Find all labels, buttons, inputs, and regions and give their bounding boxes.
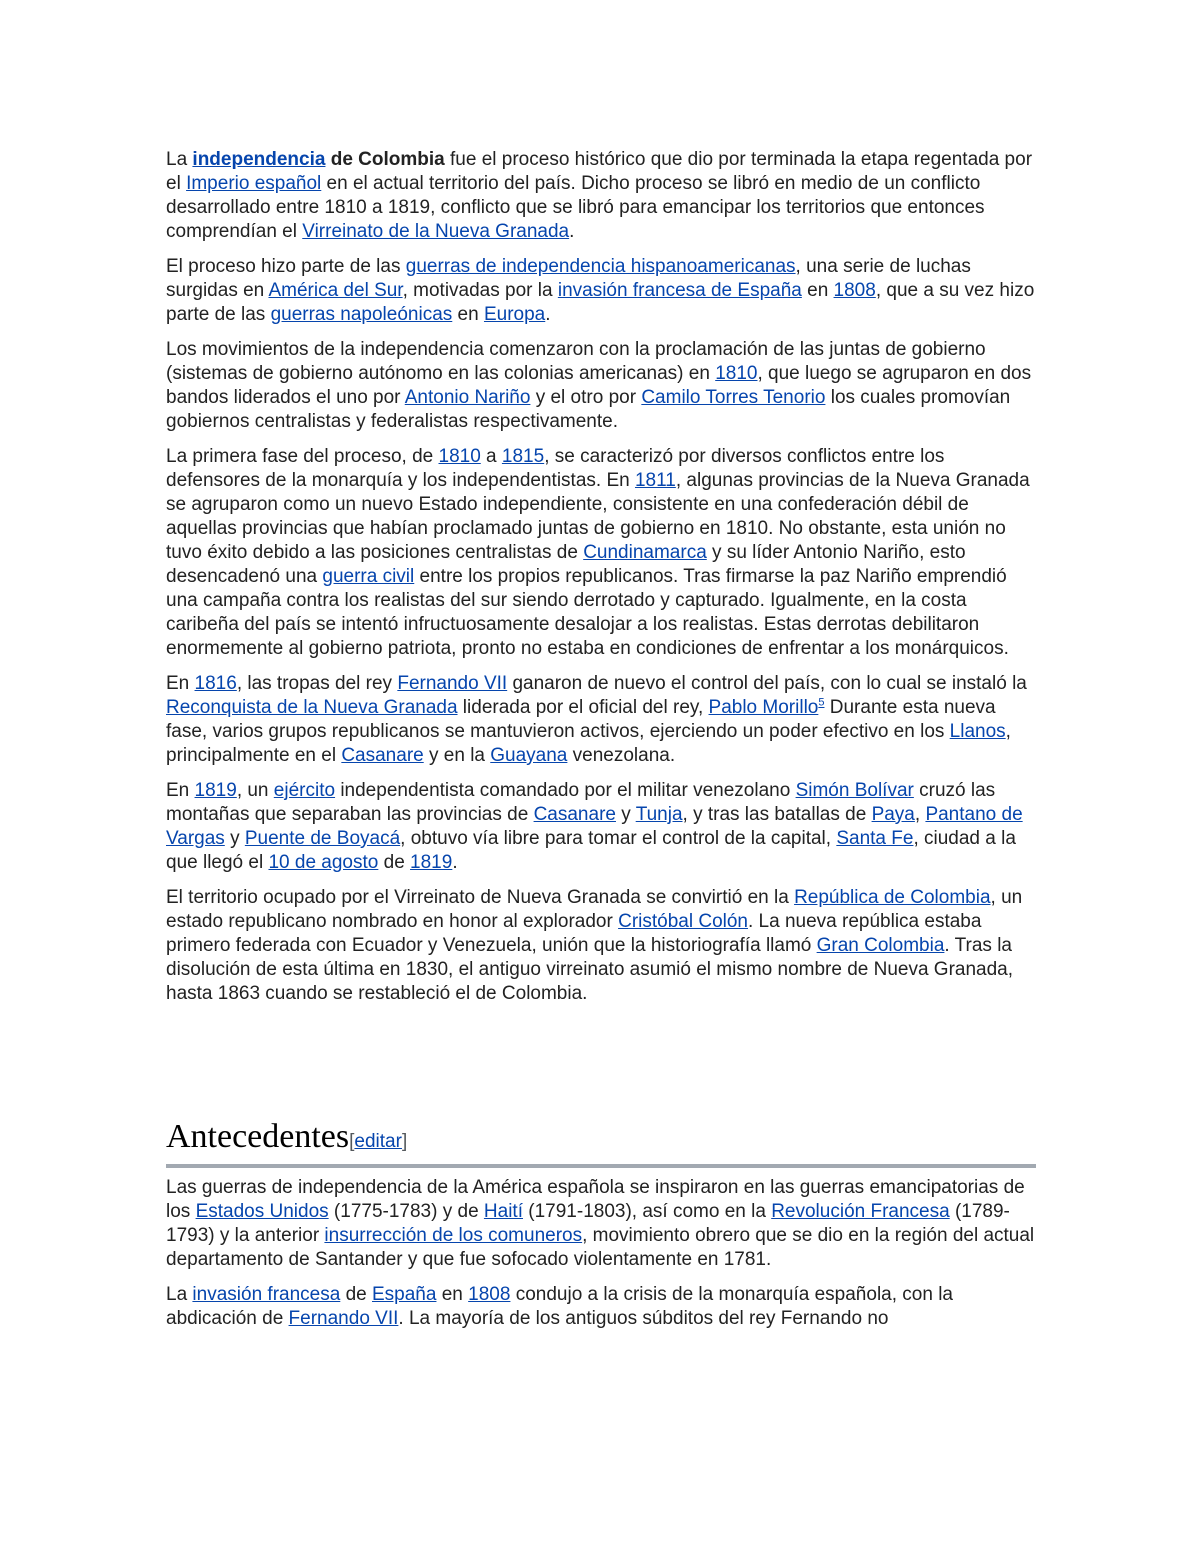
text: (1775-1783) y de (328, 1201, 484, 1222)
text: . Tras la disolución de esta última en 1830, el antiguo virreinato asumió el mismo nombre de Nueva Granada, hasta 1863 cuando se restableció el de Colombia. (166, 935, 1014, 1004)
text: , ciudad a la que llegó el (166, 828, 1016, 873)
antecedentes-paragraph-1 (166, 1176, 1036, 1272)
link-camilo-torres[interactable]: Camilo Torres Tenorio (641, 387, 826, 408)
link-guerras-napoleonicas[interactable]: guerras napoleónicas (270, 304, 453, 325)
text: en (452, 304, 484, 325)
text: , (914, 804, 926, 825)
text: El proceso hizo parte de las (166, 256, 406, 277)
intro-paragraph-6 (166, 779, 1036, 875)
text: (1791-1803), así como en la (523, 1201, 772, 1222)
link-casanare[interactable]: Casanare (533, 804, 616, 825)
bold-term: de Colombia (325, 149, 445, 170)
text: y en la (423, 745, 491, 766)
antecedentes-paragraph-2 (166, 1283, 1036, 1331)
article-body (166, 148, 1036, 1342)
link-paya[interactable]: Paya (871, 804, 915, 825)
text: de (378, 852, 411, 873)
text: Durante esta nueva fase, varios grupos republicanos se mantuvieron activos, ejerciendo un poder efectivo en los (166, 697, 996, 742)
link-virreinato[interactable]: Virreinato de la Nueva Granada (302, 221, 570, 242)
link-espana[interactable]: España (372, 1284, 437, 1305)
text: El territorio ocupado por el Virreinato de Nueva Granada se convirtió en la (166, 887, 795, 908)
link-imperio-espanol[interactable]: Imperio español (186, 173, 322, 194)
link-1810[interactable]: 1810 (438, 446, 481, 467)
text: , movimiento obrero que se dio en la región del actual departamento de Santander y que fue sofocado violentamente en 1781. (166, 1225, 1035, 1270)
link-10-de-agosto[interactable]: 10 de agosto (268, 852, 379, 873)
text: . (545, 304, 551, 325)
link-cundinamarca[interactable]: Cundinamarca (583, 542, 707, 563)
link-1816[interactable]: 1816 (194, 673, 237, 694)
text: La (166, 1284, 193, 1305)
link-simon-bolivar[interactable]: Simón Bolívar (795, 780, 914, 801)
link-fernando-vii[interactable]: Fernando VII (288, 1308, 399, 1329)
edit-section (349, 1131, 407, 1152)
bracket: [ (349, 1131, 355, 1152)
text: En (166, 673, 195, 694)
link-gran-colombia[interactable]: Gran Colombia (816, 935, 945, 956)
text: en (801, 280, 834, 301)
text: En (166, 780, 195, 801)
link-guerras-independencia[interactable]: guerras de independencia hispanoamericanas (405, 256, 796, 277)
text: Las guerras de independencia de la América española se inspiraron en las guerras emancipatorias de los (166, 1177, 1025, 1222)
text: Los movimientos de la independencia comenzaron con la proclamación de las juntas de gobierno (sistemas de gobierno autónomo en las colonias americanas) en (166, 339, 986, 384)
text: (1789-1793) y la anterior (166, 1201, 1010, 1246)
text: y (615, 804, 636, 825)
section-title: Antecedentes (166, 1118, 350, 1155)
reference-link[interactable]: 5 (818, 696, 825, 709)
intro-paragraph-1 (166, 148, 1036, 244)
link-revolucion-francesa[interactable]: Revolución Francesa (771, 1201, 950, 1222)
text: , algunas provincias de la Nueva Granada se agruparon como un nuevo Estado independiente, consistente en una confederación débil de aquellas provincias que habían proclamado juntas de gobierno en 1810. No obstante, esta unión no tuvo éxito debido a las posiciones centralistas de (166, 470, 1030, 563)
text: ganaron de nuevo el control del país, con lo cual se instaló la (507, 673, 1027, 694)
text: y (224, 828, 245, 849)
intro-paragraph-7 (166, 886, 1036, 1006)
text: fue el proceso histórico que dio por terminada la etapa regentada por el (166, 149, 1033, 194)
text: liderada por el oficial del rey, (457, 697, 709, 718)
link-1815[interactable]: 1815 (501, 446, 545, 467)
link-europa[interactable]: Europa (483, 304, 546, 325)
link-reconquista[interactable]: Reconquista de la Nueva Granada (166, 697, 458, 718)
text: , un estado republicano nombrado en honor al explorador (166, 887, 1023, 932)
text: en (436, 1284, 469, 1305)
text: , que a su vez hizo parte de las (166, 280, 1035, 325)
link-1808[interactable]: 1808 (833, 280, 876, 301)
text: , una serie de luchas surgidas en (166, 256, 971, 301)
text: , y tras las batallas de (682, 804, 872, 825)
intro-paragraph-4 (166, 445, 1036, 661)
link-1810[interactable]: 1810 (715, 363, 758, 384)
text: cruzó las montañas que separaban las provincias de (166, 780, 996, 825)
link-pablo-morillo[interactable]: Pablo Morillo (708, 697, 819, 718)
text: entre los propios republicanos. Tras firmarse la paz Nariño emprendió una campaña contra los realistas del sur siendo derrotado y capturado. Igualmente, en la costa caribeña del país se intentó infructuosamente desalojar a los realistas. Estas derrotas debilitaron enormemente al gobierno patriota, pronto no estaba en condiciones de enfrentar a los monárquicos. (166, 566, 1009, 659)
link-santa-fe[interactable]: Santa Fe (836, 828, 914, 849)
text: , motivadas por la (402, 280, 558, 301)
spacer (166, 1017, 1036, 1117)
link-1819[interactable]: 1819 (194, 780, 237, 801)
intro-paragraph-3 (166, 338, 1036, 434)
text: , las tropas del rey (236, 673, 398, 694)
text: de (340, 1284, 372, 1305)
section-heading-antecedentes (166, 1117, 1036, 1168)
link-llanos[interactable]: Llanos (949, 721, 1006, 742)
link-invasion-francesa[interactable]: invasión francesa (192, 1284, 341, 1305)
text: venezolana. (567, 745, 676, 766)
link-america-del-sur[interactable]: América del Sur (268, 280, 403, 301)
intro-paragraph-5 (166, 672, 1036, 768)
text: , un (236, 780, 274, 801)
link-tunja[interactable]: Tunja (635, 804, 683, 825)
link-insurreccion-comuneros[interactable]: insurrección de los comuneros (324, 1225, 583, 1246)
intro-paragraph-2 (166, 255, 1036, 327)
text: , que luego se agruparon en dos bandos liderados el uno por (166, 363, 1032, 408)
link-invasion-francesa[interactable]: invasión francesa de España (557, 280, 802, 301)
text: . (452, 852, 458, 873)
link-pantano-de-vargas[interactable]: Pantano de Vargas (166, 804, 1023, 849)
link-ejercito[interactable]: ejército (273, 780, 336, 801)
text: y su líder Antonio Nariño, esto desencadenó una (166, 542, 966, 587)
link-puente-de-boyaca[interactable]: Puente de Boyacá (244, 828, 401, 849)
text: La (166, 149, 193, 170)
text: en el actual territorio del país. Dicho proceso se libró en medio de un conflicto desarrollado entre 1810 a 1819, conflicto que se libró para emancipar los territorios que entonces comprendían el (166, 173, 985, 242)
link-fernando-vii[interactable]: Fernando VII (397, 673, 508, 694)
link-antonio-narino[interactable]: Antonio Nariño (404, 387, 531, 408)
link-casanare[interactable]: Casanare (341, 745, 424, 766)
link-1819[interactable]: 1819 (410, 852, 453, 873)
text: . (569, 221, 575, 242)
link-republica-de-colombia[interactable]: República de Colombia (794, 887, 991, 908)
link-1811[interactable]: 1811 (634, 470, 676, 491)
link-guayana[interactable]: Guayana (490, 745, 568, 766)
text: , principalmente en el (166, 721, 1011, 766)
text: los cuales promovían gobiernos centralistas y federalistas respectivamente. (166, 387, 1011, 432)
text: , obtuvo vía libre para tomar el control de la capital, (400, 828, 837, 849)
text: y el otro por (530, 387, 642, 408)
text: a (480, 446, 502, 467)
text: . La nueva república estaba primero federada con Ecuador y Venezuela, unión que la historiografía llamó (166, 911, 982, 956)
link-independencia[interactable]: independencia (192, 149, 326, 170)
link-estados-unidos[interactable]: Estados Unidos (195, 1201, 329, 1222)
link-cristobal-colon[interactable]: Cristóbal Colón (618, 911, 748, 932)
link-guerra-civil[interactable]: guerra civil (322, 566, 415, 587)
link-1808[interactable]: 1808 (468, 1284, 511, 1305)
edit-link[interactable]: editar (354, 1131, 402, 1152)
bracket: ] (401, 1131, 408, 1152)
text: , se caracterizó por diversos conflictos entre los defensores de la monarquía y los independentistas. En (166, 446, 945, 491)
text: . La mayoría de los antiguos súbditos del rey Fernando no (398, 1308, 889, 1329)
text: La primera fase del proceso, de (166, 446, 439, 467)
link-haiti[interactable]: Haití (483, 1201, 523, 1222)
text: condujo a la crisis de la monarquía española, con la abdicación de (166, 1284, 953, 1329)
text: independentista comandado por el militar venezolano (335, 780, 796, 801)
